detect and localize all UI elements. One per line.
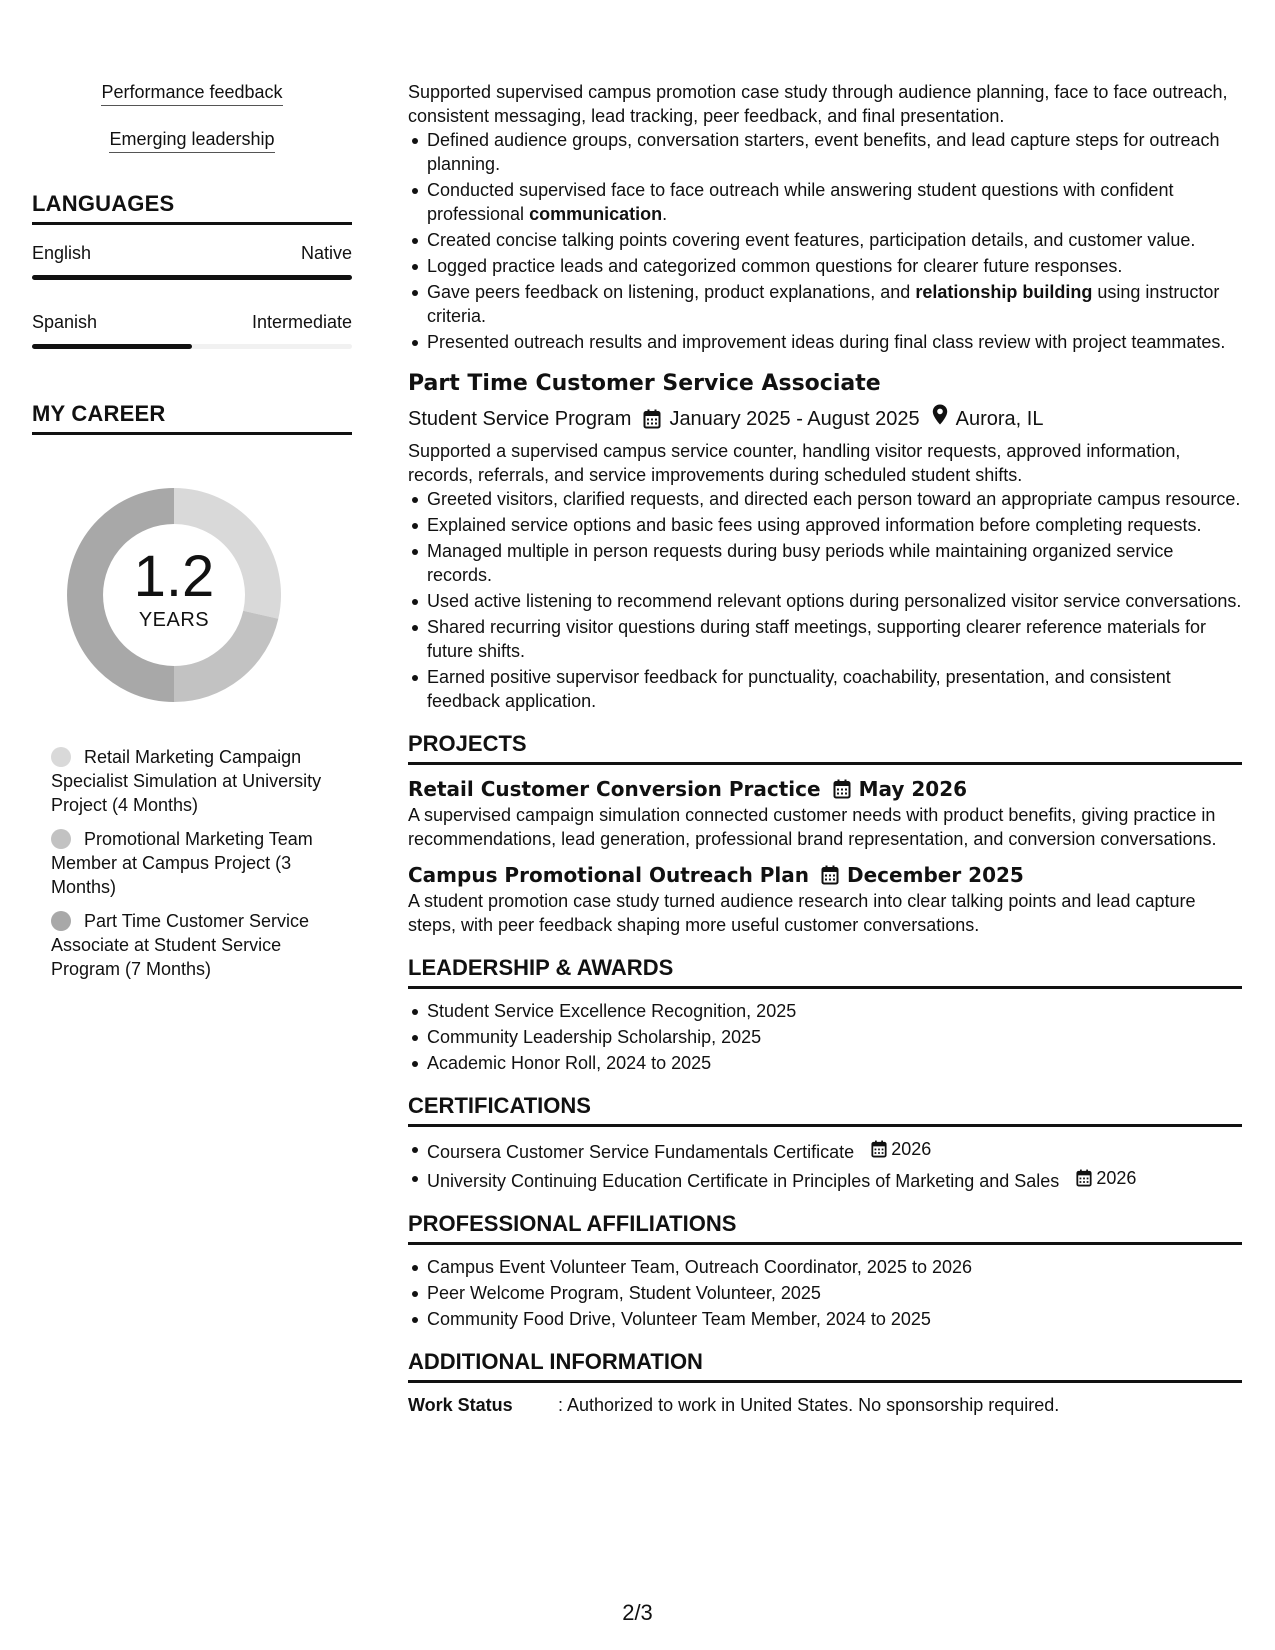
job-entry (408, 370, 1242, 713)
job-bullet: Greeted visitors, clarified requests, and directed each person toward an appropriate campus resource. (427, 489, 1241, 509)
affiliations-section (408, 1211, 1242, 1331)
language-bar-fill (32, 344, 192, 349)
legend-dot-icon (51, 747, 71, 767)
language-level: Intermediate (251, 312, 352, 332)
job-org: Student Service Program (408, 407, 632, 430)
project-title: Retail Customer Conversion Practice (408, 777, 821, 801)
certification-name: University Continuing Education Certificate in Principles of Marketing and Sales (427, 1171, 1060, 1191)
calendar-icon (1076, 1169, 1092, 1187)
project-description: A student promotion case study turned audience research into clear talking points and lead capture steps, with peer feedback shaping more useful customer conversations. (408, 891, 1196, 935)
experience-bullet (427, 128, 1242, 176)
certification-item (427, 1137, 1242, 1164)
bullet-text: Created concise talking points covering event features, participation details, and customer value. (427, 230, 1196, 250)
language-item (32, 310, 352, 349)
career-legend-item (51, 745, 352, 817)
bullet-bold: communication (529, 204, 663, 224)
certification-year: 2026 (1096, 1168, 1137, 1188)
job-bullet: Managed multiple in person requests during busy periods while maintaining organized service records. (427, 539, 1242, 587)
main-content (408, 80, 1242, 1417)
experience-bullet (427, 254, 1242, 278)
career-legend-label: Retail Marketing Campaign Specialist Simulation at University Project (4 Months) (51, 747, 322, 815)
info-label: Work Status (408, 1395, 513, 1415)
job-dates: January 2025 - August 2025 (669, 407, 920, 430)
award-item: Academic Honor Roll, 2024 to 2025 (427, 1051, 1242, 1075)
project-description: A supervised campaign simulation connected customer needs with product benefits, giving practice in recommendations, lead generation, professional brand representation, and conversion conversations. (408, 805, 1217, 849)
skill-label: Emerging leadership (109, 127, 274, 153)
job-title: Part Time Customer Service Associate (408, 371, 881, 396)
language-bar (32, 344, 352, 349)
sidebar (32, 80, 352, 991)
job-location: Aurora, IL (955, 407, 1044, 430)
bullet-text: Gave peers feedback on listening, product explanations, and (427, 282, 916, 302)
language-name: English (32, 243, 92, 263)
experience-summary: Supported supervised campus promotion case study through audience planning, face to face outreach, consistent messaging, lead tracking, peer feedback, and final presentation. (408, 82, 1228, 126)
calendar-icon (821, 865, 839, 885)
language-level: Native (300, 243, 352, 263)
project-title: Campus Promotional Outreach Plan (408, 863, 810, 887)
affiliations-heading: PROFESSIONAL AFFILIATIONS (408, 1211, 1242, 1245)
career-total-value: 1.2 (133, 544, 215, 609)
career-legend-item (51, 909, 352, 981)
experience-bullets (427, 128, 1242, 354)
languages-heading: LANGUAGES (32, 191, 352, 225)
legend-dot-icon (51, 911, 71, 931)
language-bar-fill (32, 275, 352, 280)
project-item (408, 861, 1242, 937)
career-legend-label: Promotional Marketing Team Member at Campus Project (3 Months) (51, 829, 313, 897)
language-bar (32, 275, 352, 280)
project-item (408, 775, 1242, 851)
certification-name: Coursera Customer Service Fundamentals Certificate (427, 1142, 855, 1162)
previous-experience (408, 80, 1242, 354)
skills-list (32, 80, 352, 153)
job-summary: Supported a supervised campus service counter, handling visitor requests, approved information, records, referrals, and service improvements during scheduled student shifts. (408, 441, 1181, 485)
bullet-text: Logged practice leads and categorized common questions for clearer future responses. (427, 256, 1123, 276)
info-row (408, 1393, 1242, 1417)
calendar-icon (871, 1140, 887, 1158)
certifications-section (408, 1093, 1242, 1193)
awards-heading: LEADERSHIP & AWARDS (408, 955, 1242, 989)
awards-section (408, 955, 1242, 1075)
bullet-text: . (662, 204, 668, 224)
bullet-text: Presented outreach results and improvement ideas during final class review with project teammates. (427, 332, 1226, 352)
calendar-icon (643, 409, 661, 429)
bullet-text: Defined audience groups, conversation starters, event benefits, and lead capture steps for outreach planning. (427, 130, 1220, 174)
job-bullet: Explained service options and basic fees using approved information before completing requests. (427, 513, 1242, 537)
legend-dot-icon (51, 829, 71, 849)
project-date: December 2025 (847, 863, 1024, 887)
projects-heading: PROJECTS (408, 731, 1242, 765)
skill-label: Performance feedback (101, 80, 282, 106)
career-donut-chart (54, 475, 294, 715)
language-name: Spanish (32, 312, 98, 332)
projects-section (408, 731, 1242, 937)
award-item: Community Leadership Scholarship, 2025 (427, 1025, 1242, 1049)
career-total-unit: YEARS (138, 609, 210, 631)
certification-year: 2026 (891, 1139, 932, 1159)
career-legend-item (51, 827, 352, 899)
experience-bullet (427, 280, 1242, 328)
project-date: May 2026 (858, 777, 968, 801)
affiliation-item: Campus Event Volunteer Team, Outreach Coordinator, 2025 to 2026 (427, 1255, 1242, 1279)
career-legend-label: Part Time Customer Service Associate at Student Service Program (7 Months) (51, 911, 310, 979)
calendar-icon (833, 779, 851, 799)
languages-section (32, 191, 352, 349)
experience-bullet (427, 228, 1242, 252)
info-value: : Authorized to work in United States. No sponsorship required. (558, 1395, 1060, 1415)
career-heading: MY CAREER (32, 401, 352, 435)
location-pin-icon (932, 404, 948, 433)
affiliation-item: Community Food Drive, Volunteer Team Member, 2024 to 2025 (427, 1307, 1242, 1331)
job-meta (408, 404, 1242, 433)
additional-info-section (408, 1349, 1242, 1417)
career-section (32, 401, 352, 981)
job-bullet: Used active listening to recommend relevant options during personalized visitor service conversations. (427, 591, 1242, 611)
language-item (32, 241, 352, 280)
bullet-bold: relationship building (915, 282, 1093, 302)
page-number: 2/3 (622, 1600, 653, 1625)
bullet-text: using instructor criteria. (427, 282, 1220, 326)
experience-bullet (427, 330, 1242, 354)
job-bullet: Earned positive supervisor feedback for punctuality, coachability, presentation, and consistent feedback application. (427, 665, 1242, 713)
certification-item (427, 1166, 1242, 1193)
career-legend (32, 745, 352, 981)
experience-bullet (427, 178, 1242, 226)
certifications-heading: CERTIFICATIONS (408, 1093, 1242, 1127)
award-item: Student Service Excellence Recognition, 2025 (427, 999, 1242, 1023)
job-bullet: Shared recurring visitor questions during staff meetings, supporting clearer reference materials for future shifts. (427, 615, 1242, 663)
skill-tag (32, 80, 352, 106)
additional-info-heading: ADDITIONAL INFORMATION (408, 1349, 1242, 1383)
skill-tag (32, 127, 352, 153)
affiliation-item: Peer Welcome Program, Student Volunteer, 2025 (427, 1281, 1242, 1305)
bullet-text: Conducted supervised face to face outreach while answering student questions with confident professional (427, 180, 1174, 224)
job-bullets (427, 487, 1242, 713)
